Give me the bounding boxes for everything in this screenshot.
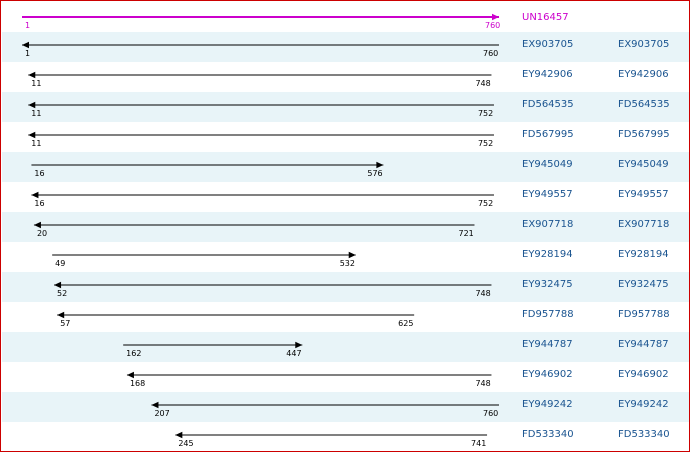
hit-accession-secondary[interactable]: EY932475 <box>618 279 669 290</box>
hit-row[interactable] <box>2 92 690 122</box>
hit-end-coord: 447 <box>286 349 302 358</box>
alignment-arrow <box>2 392 518 426</box>
hit-accession-secondary[interactable]: EY928194 <box>618 249 669 260</box>
hit-start-coord: 207 <box>154 409 170 418</box>
hit-end-coord: 748 <box>475 379 491 388</box>
hit-accession-secondary[interactable]: FD533340 <box>618 429 670 440</box>
hit-accession-secondary[interactable]: EY949557 <box>618 189 669 200</box>
hit-track <box>2 302 518 332</box>
alignment-arrow <box>2 152 518 186</box>
hit-end-coord: 532 <box>339 259 355 268</box>
hit-row[interactable] <box>2 242 690 272</box>
alignment-arrow <box>2 212 518 246</box>
hit-accession-primary[interactable]: EY949242 <box>522 399 573 410</box>
hit-accession-primary[interactable]: EY944787 <box>522 339 573 350</box>
hit-start-coord: 16 <box>34 169 45 178</box>
alignment-arrow <box>2 62 518 96</box>
hit-track <box>2 332 518 362</box>
hit-end-coord: 748 <box>475 289 491 298</box>
hit-track <box>2 182 518 212</box>
hit-start-coord: 57 <box>60 319 71 328</box>
hit-accession-primary[interactable]: EY932475 <box>522 279 573 290</box>
hit-accession-secondary[interactable]: EY946902 <box>618 369 669 380</box>
query-row <box>2 2 690 32</box>
hit-accession-primary[interactable]: EY946902 <box>522 369 573 380</box>
alignment-arrow <box>2 272 518 306</box>
hit-track <box>2 122 518 152</box>
hit-accession-secondary[interactable]: FD564535 <box>618 99 670 110</box>
hit-start-coord: 1 <box>25 49 31 58</box>
hit-start-coord: 52 <box>57 289 68 298</box>
hit-track <box>2 392 518 422</box>
query-end-coord: 760 <box>485 21 501 30</box>
hit-row[interactable] <box>2 332 690 362</box>
hit-accession-primary[interactable]: EY928194 <box>522 249 573 260</box>
hit-row[interactable] <box>2 422 690 452</box>
hit-accession-secondary[interactable]: EY949242 <box>618 399 669 410</box>
hit-start-coord: 168 <box>129 379 146 388</box>
query-label: UN16457 <box>522 12 569 23</box>
hit-track <box>2 242 518 272</box>
hit-row[interactable] <box>2 302 690 332</box>
hit-track <box>2 212 518 242</box>
hit-accession-primary[interactable]: EY945049 <box>522 159 573 170</box>
hit-accession-secondary[interactable]: EX907718 <box>618 219 670 230</box>
hit-track <box>2 422 518 452</box>
hit-track <box>2 272 518 302</box>
hit-track <box>2 152 518 182</box>
hit-start-coord: 49 <box>55 259 66 268</box>
hit-accession-primary[interactable]: FD957788 <box>522 309 574 320</box>
alignment-arrow <box>2 362 518 396</box>
hit-row[interactable] <box>2 32 690 62</box>
alignment-arrow <box>2 302 518 336</box>
hit-row[interactable] <box>2 362 690 392</box>
hit-row[interactable] <box>2 62 690 92</box>
hit-end-coord: 741 <box>471 439 487 448</box>
query-start-coord: 1 <box>25 21 31 30</box>
hit-start-coord: 11 <box>31 79 42 88</box>
alignment-arrow <box>2 182 518 216</box>
hit-accession-secondary[interactable]: EY944787 <box>618 339 669 350</box>
hit-accession-primary[interactable]: EX907718 <box>522 219 574 230</box>
hit-accession-secondary[interactable]: FD957788 <box>618 309 670 320</box>
hit-end-coord: 752 <box>477 139 494 148</box>
hit-row[interactable] <box>2 272 690 302</box>
hit-accession-primary[interactable]: FD533340 <box>522 429 574 440</box>
hit-row[interactable] <box>2 392 690 422</box>
alignment-arrow <box>2 32 518 66</box>
hit-track <box>2 62 518 92</box>
hit-end-coord: 721 <box>458 229 474 238</box>
hit-end-coord: 760 <box>483 49 499 58</box>
alignment-arrow <box>2 92 518 126</box>
hit-accession-primary[interactable]: EY942906 <box>522 69 573 80</box>
alignment-arrow <box>2 422 518 452</box>
alignment-arrow <box>2 2 518 36</box>
hit-row[interactable] <box>2 212 690 242</box>
hit-start-coord: 11 <box>31 139 42 148</box>
hit-accession-primary[interactable]: EX903705 <box>522 39 574 50</box>
hit-end-coord: 748 <box>475 79 491 88</box>
hit-track <box>2 92 518 122</box>
hit-track <box>2 32 518 62</box>
hit-start-coord: 11 <box>31 109 42 118</box>
hit-end-coord: 576 <box>367 169 383 178</box>
hit-end-coord: 760 <box>483 409 499 418</box>
hit-row[interactable] <box>2 122 690 152</box>
hit-accession-primary[interactable]: FD564535 <box>522 99 574 110</box>
alignment-arrow <box>2 122 518 156</box>
hit-accession-secondary[interactable]: EX903705 <box>618 39 670 50</box>
hit-accession-secondary[interactable]: EY942906 <box>618 69 669 80</box>
hit-accession-secondary[interactable]: FD567995 <box>618 129 670 140</box>
query-track <box>2 2 518 36</box>
hit-row[interactable] <box>2 182 690 212</box>
hit-start-coord: 20 <box>36 229 48 238</box>
alignment-arrow <box>2 332 518 366</box>
hit-row[interactable] <box>2 152 690 182</box>
hit-start-coord: 16 <box>34 199 45 208</box>
hit-end-coord: 625 <box>398 319 414 328</box>
alignment-arrow <box>2 242 518 276</box>
hit-start-coord: 245 <box>178 439 194 448</box>
hit-accession-primary[interactable]: EY949557 <box>522 189 573 200</box>
hit-start-coord: 162 <box>126 349 142 358</box>
hit-accession-primary[interactable]: FD567995 <box>522 129 574 140</box>
hit-accession-secondary[interactable]: EY945049 <box>618 159 669 170</box>
hit-end-coord: 752 <box>477 199 494 208</box>
hit-track <box>2 362 518 392</box>
hit-end-coord: 752 <box>477 109 494 118</box>
